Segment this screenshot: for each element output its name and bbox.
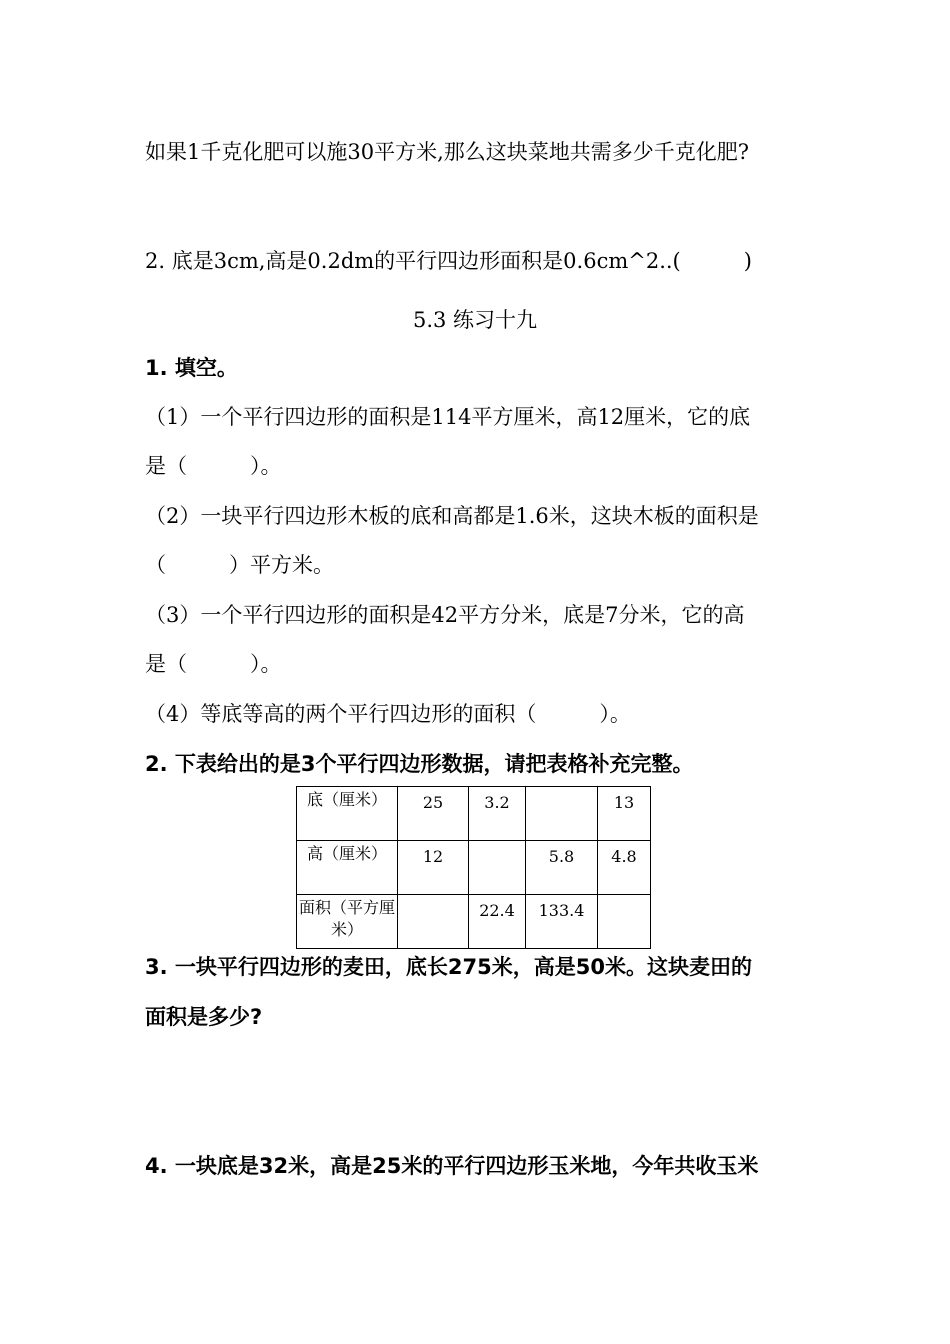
q1-item4: （4）等底等高的两个平行四边形的面积（ ）。 (145, 702, 631, 726)
q2-title: 2. 下表给出的是3个平行四边形数据，请把表格补充完整。 (145, 752, 694, 776)
q1-title: 1. 填空。 (145, 356, 238, 380)
q3-line2: 面积是多少? (145, 1005, 263, 1029)
row-header-base: 底（厘米） (297, 787, 398, 841)
table-cell (398, 895, 469, 949)
table-cell (526, 787, 598, 841)
q1-item3-line2: 是（ ）。 (145, 652, 282, 676)
table-cell: 22.4 (469, 895, 526, 949)
table-row-height (297, 841, 651, 895)
table-row-base (297, 787, 651, 841)
table-cell: 5.8 (526, 841, 598, 895)
parallelogram-data-table (296, 786, 651, 949)
table-cell: 133.4 (526, 895, 598, 949)
q3-line1: 3. 一块平行四边形的麦田，底长275米，高是50米。这块麦田的 (145, 955, 752, 979)
prev-question-tail: 如果1千克化肥可以施30平方米,那么这块菜地共需多少千克化肥? (145, 140, 750, 164)
q1-item2-line1: （2）一块平行四边形木板的底和高都是1.6米，这块木板的面积是 (145, 504, 759, 528)
table-cell (598, 895, 651, 949)
table-cell: 3.2 (469, 787, 526, 841)
table-cell: 4.8 (598, 841, 651, 895)
table-cell: 25 (398, 787, 469, 841)
q1-item2-line2: （ ）平方米。 (145, 553, 334, 577)
row-header-area: 面积（平方厘米） (297, 895, 398, 949)
table-cell: 12 (398, 841, 469, 895)
q1-item3-line1: （3）一个平行四边形的面积是42平方分米，底是7分米，它的高 (145, 603, 745, 627)
table-row-area (297, 895, 651, 949)
q1-item1-line2: 是（ ）。 (145, 454, 282, 478)
prev-judge-question: 2. 底是3cm,高是0.2dm的平行四边形面积是0.6cm^2..( ) (145, 249, 752, 273)
table-cell (469, 841, 526, 895)
q4-line1: 4. 一块底是32米，高是25米的平行四边形玉米地，今年共收玉米 (145, 1154, 759, 1178)
section-title: 5.3 练习十九 (412, 308, 538, 332)
table-cell: 13 (598, 787, 651, 841)
q1-item1-line1: （1）一个平行四边形的面积是114平方厘米，高12厘米，它的底 (145, 405, 751, 429)
row-header-height: 高（厘米） (297, 841, 398, 895)
